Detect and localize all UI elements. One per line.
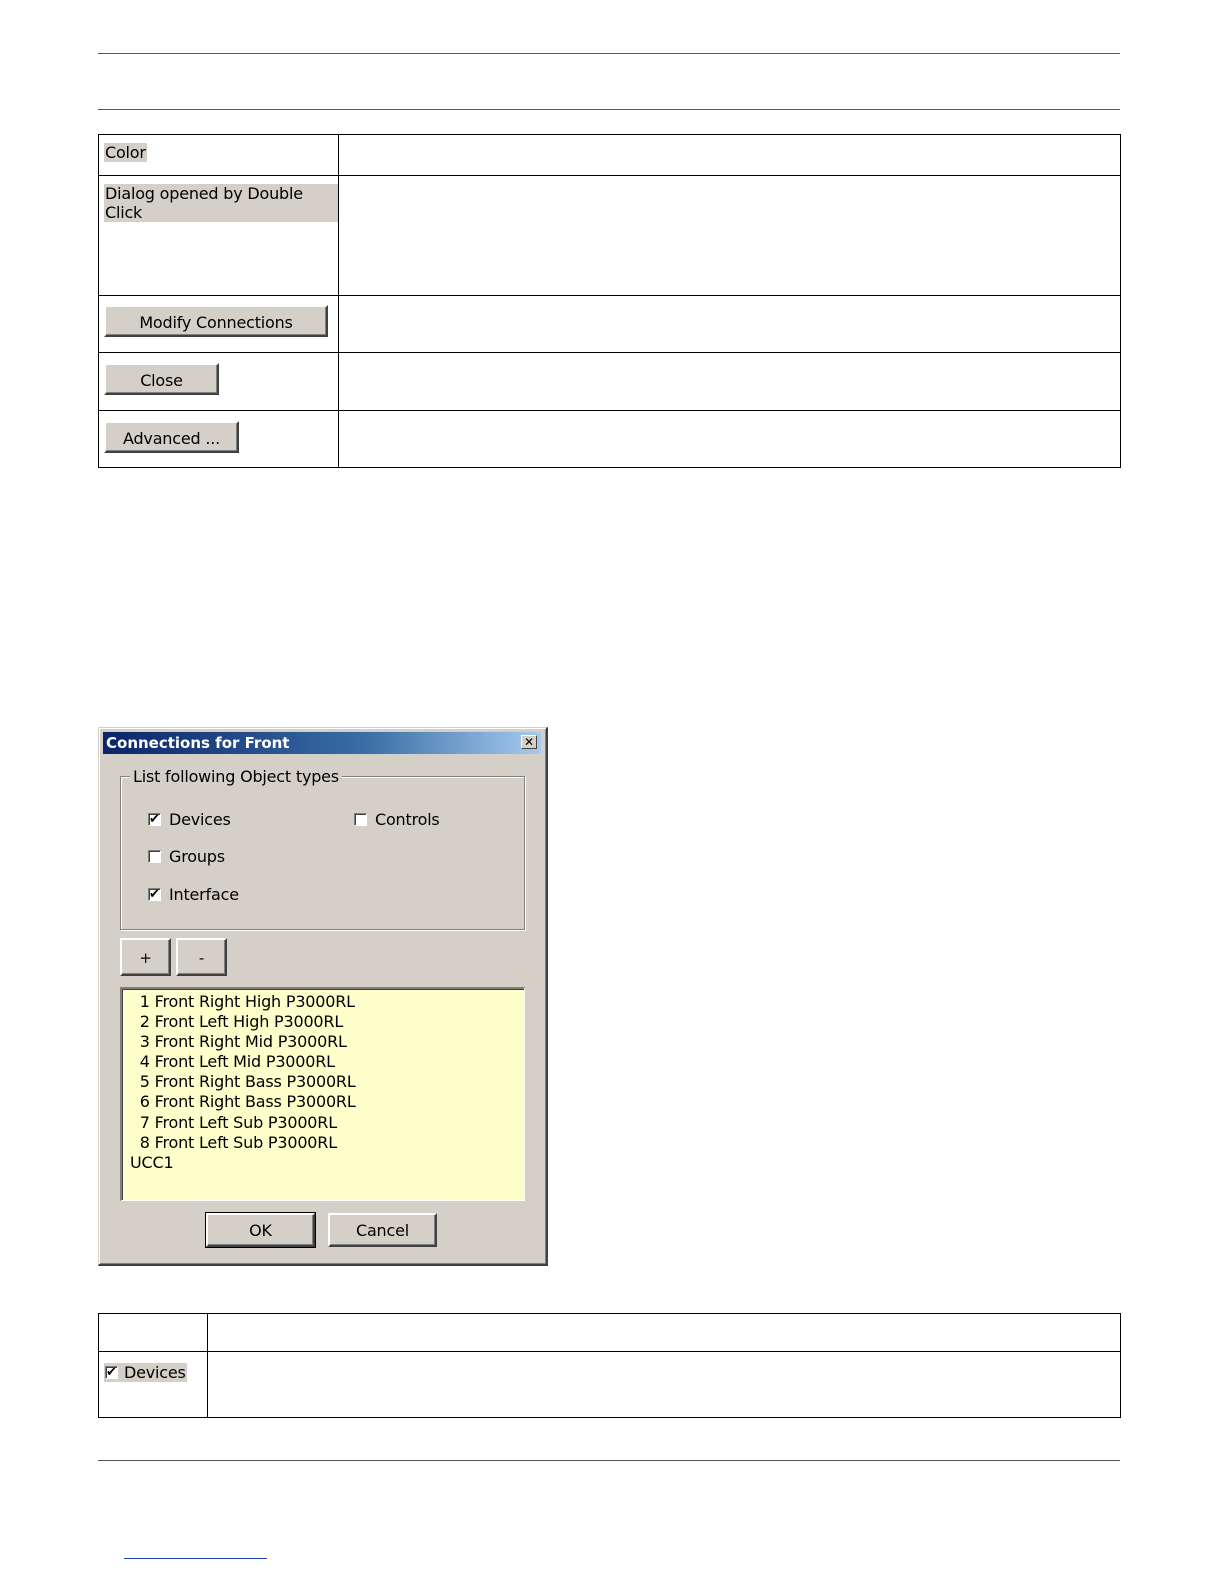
dialog-titlebar: [103, 732, 541, 754]
properties-table: [98, 134, 1121, 468]
object-types-group-label: List following Object types: [130, 767, 342, 787]
table-cell: [99, 135, 339, 176]
table-row: [99, 135, 1121, 176]
groups-checkbox[interactable]: [148, 847, 225, 867]
table-row: [99, 176, 1121, 296]
table-cell: [99, 353, 339, 411]
checkbox-checked-icon: [105, 1366, 118, 1379]
table-cell: [99, 1352, 208, 1418]
groups-checkbox-label: Groups: [169, 847, 225, 866]
table-cell: [99, 411, 339, 468]
table-row: [99, 353, 1121, 411]
table-cell: [99, 176, 339, 296]
color-label: Color: [105, 143, 146, 162]
table-row: [99, 1314, 1121, 1352]
devices-checkbox-sample: [104, 1363, 187, 1382]
table-row: [99, 296, 1121, 353]
table-row: [99, 1352, 1121, 1418]
modify-connections-button[interactable]: Modify Connections: [104, 305, 328, 337]
connections-dialog: [98, 727, 548, 1266]
ok-button[interactable]: OK: [206, 1213, 315, 1247]
devices-checkbox[interactable]: [148, 810, 231, 830]
table-cell: [99, 296, 339, 353]
dialog-title: Connections for Front: [106, 734, 290, 752]
table-cell: [208, 1352, 1121, 1418]
double-click-label: Dialog opened by Double Click: [104, 184, 338, 222]
table-cell: [339, 135, 1121, 176]
list-item[interactable]: 7 Front Left Sub P3000RL: [130, 1112, 337, 1132]
cancel-button[interactable]: Cancel: [328, 1213, 437, 1247]
table-cell: [208, 1314, 1121, 1352]
options-table: [98, 1313, 1121, 1418]
interface-checkbox[interactable]: [148, 885, 239, 905]
connections-list[interactable]: [120, 987, 525, 1201]
checkbox-unchecked-icon[interactable]: [148, 850, 161, 863]
list-item[interactable]: 8 Front Left Sub P3000RL: [130, 1132, 337, 1152]
devices-checkbox-label: Devices: [169, 810, 231, 829]
table-cell: [339, 353, 1121, 411]
interface-checkbox-label: Interface: [169, 885, 239, 904]
table-row: [99, 411, 1121, 468]
close-button[interactable]: Close: [104, 363, 219, 395]
table-cell: [99, 1314, 208, 1352]
table-cell: [339, 176, 1121, 296]
footer-link-underline: [124, 1558, 267, 1559]
remove-button[interactable]: -: [176, 938, 227, 976]
list-item[interactable]: UCC1: [130, 1152, 174, 1172]
list-item[interactable]: 2 Front Left High P3000RL: [130, 1012, 344, 1032]
table-cell: [339, 296, 1121, 353]
header-rule-bottom: [98, 109, 1120, 110]
list-item[interactable]: 6 Front Right Bass P3000RL: [130, 1092, 356, 1112]
close-icon[interactable]: ✕: [521, 735, 537, 749]
checkbox-checked-icon[interactable]: [148, 888, 161, 901]
controls-checkbox[interactable]: [354, 810, 440, 830]
advanced-button[interactable]: Advanced ...: [104, 421, 239, 453]
list-item[interactable]: 4 Front Left Mid P3000RL: [130, 1052, 335, 1072]
list-item[interactable]: 3 Front Right Mid P3000RL: [130, 1032, 347, 1052]
checkbox-checked-icon[interactable]: [148, 813, 161, 826]
add-button[interactable]: +: [120, 938, 171, 976]
header-rule-top: [98, 53, 1120, 54]
list-item[interactable]: 5 Front Right Bass P3000RL: [130, 1072, 356, 1092]
table-cell: [339, 411, 1121, 468]
footer-rule: [98, 1460, 1120, 1461]
devices-sample-label: Devices: [124, 1363, 186, 1382]
checkbox-unchecked-icon[interactable]: [354, 813, 367, 826]
controls-checkbox-label: Controls: [375, 810, 440, 829]
list-item[interactable]: 1 Front Right High P3000RL: [130, 992, 355, 1011]
